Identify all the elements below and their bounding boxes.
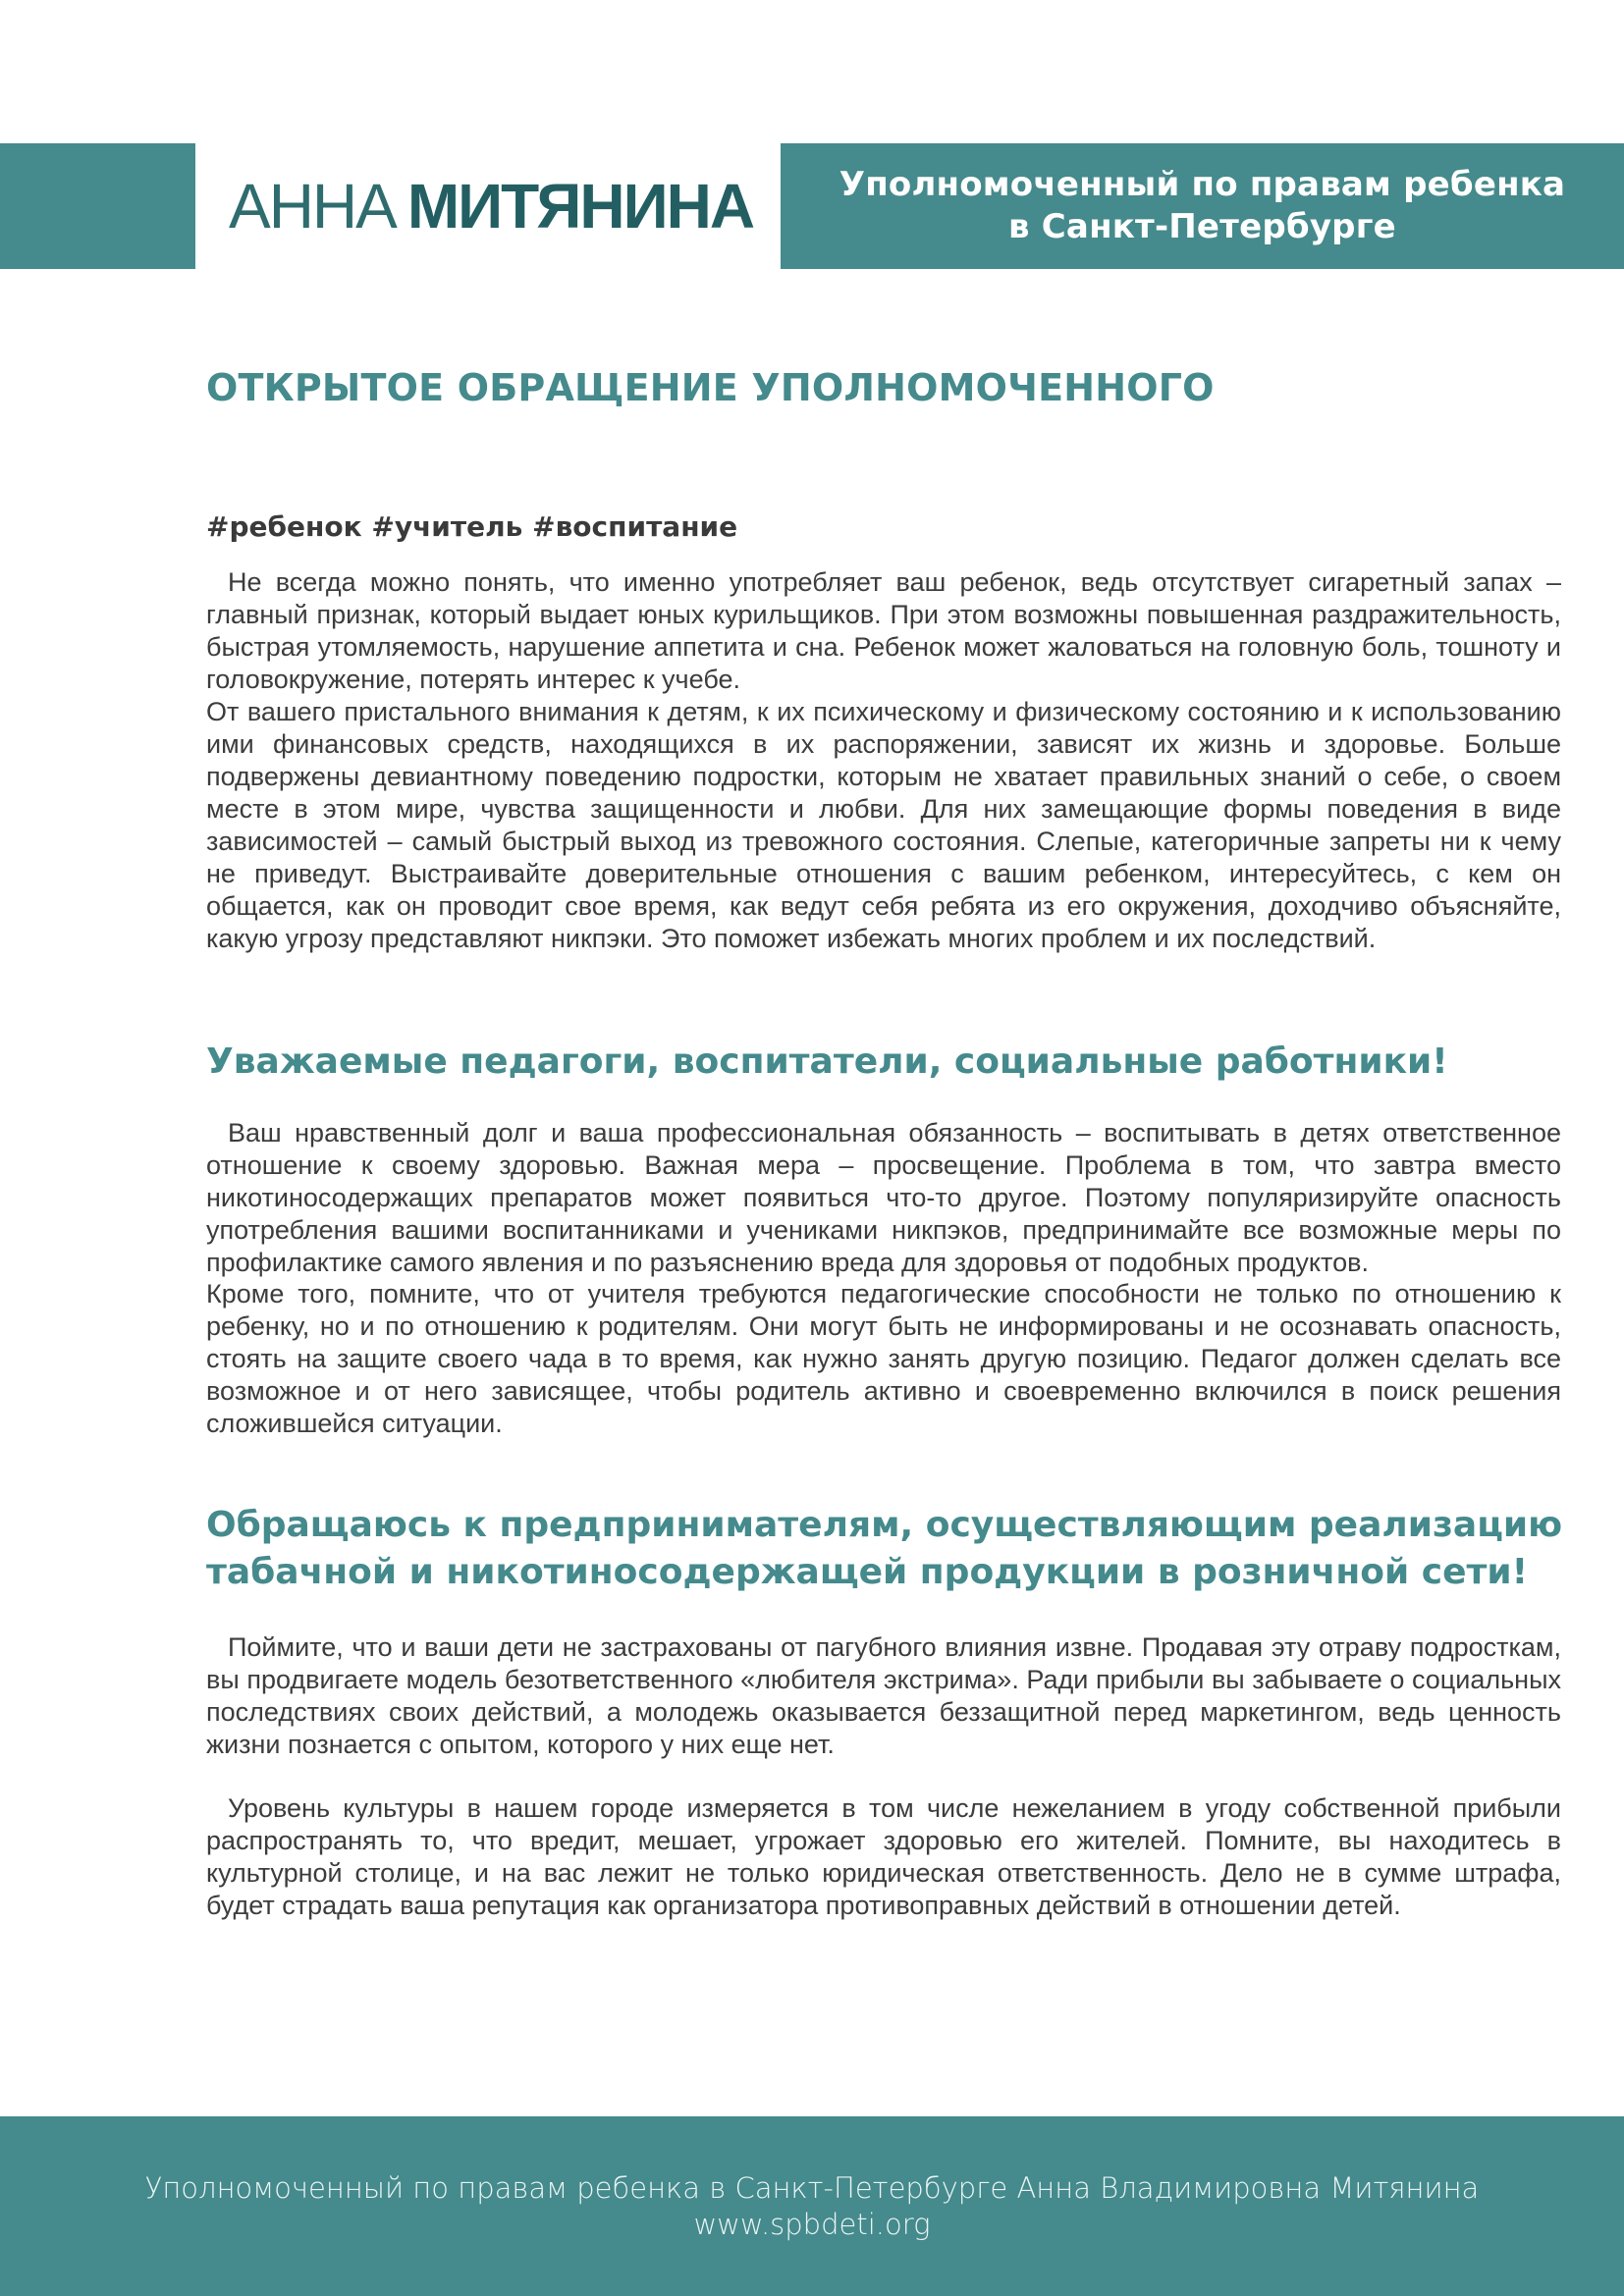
- section-heading-entrepreneurs: [206, 1502, 1581, 1596]
- footer-website-link[interactable]: www.spbdeti.org: [693, 2207, 931, 2241]
- educators-paragraph-1-text: Ваш нравственный долг и ваша профессиональная обязанность – воспитывать в детях ответственное отношение к своему здоровью. Важная мера – просвещение. Проблема в том, что завтра вместо никотиносодержащих препаратов может появиться что-то другое. Поэтому популяризируйте опасность употребления вашими воспитанниками и учениками никпэков, предпринимайте все возможные меры по профилактике самого явления и по разъяснению вреда для здоровья от подобных продуктов.: [206, 1118, 1561, 1277]
- intro-paragraph-2-text: От вашего пристального внимания к детям, к их психическому и физическому состоянию и к использованию ими финансовых средств, находящихся в их распоряжении, зависят их жизнь и здоровье. Больше подвержены девиантному поведению подростки, которым не хватает правильных знаний о себе, о своем месте в этом мире, чувства защищенности и любви. Для них замещающие формы поведения в виде зависимостей – самый быстрый выход из тревожного состояния. Слепые, категоричные запреты ни к чему не приведут. Выстраивайте доверительные отношения с вашим ребенком, интересуйтесь, с кем он общается, как он проводит свое время, как ведут себя ребята из его окружения, доходчиво объясняйте, какую угрозу представляют никпэки. Это поможет избежать многих проблем и их последствий.: [206, 697, 1561, 953]
- brand-logo: [229, 167, 753, 245]
- header-role-banner: [781, 143, 1624, 269]
- footer-ombudsman-line: Уполномоченный по правам ребенка в Санкт-Петербурге Анна Владимировна Митянина: [144, 2170, 1480, 2205]
- role-line-2: в Санкт-Петербурге: [1008, 207, 1396, 246]
- entrepreneurs-paragraph-2-text: Уровень культуры в нашем городе измеряется в том числе нежеланием в угоду собственной прибыли распространять то, что вредит, мешает, угрожает здоровью его жителей. Помните, вы находитесь в культурной столице, и на вас лежит не только юридическая ответственность. Дело не в сумме штрафа, будет страдать ваша репутация как организатора противоправных действий в отношении детей.: [206, 1793, 1561, 1920]
- brand-first-name: АННА: [229, 171, 396, 241]
- brand-last-name: МИТЯНИНА: [406, 171, 754, 241]
- section-heading-educators: Уважаемые педагоги, воспитатели, социальные работники!: [206, 1041, 1448, 1082]
- intro-paragraph-1: [206, 566, 1561, 696]
- entrepreneurs-paragraph-1: [206, 1631, 1561, 1761]
- educators-paragraph-2-text: Кроме того, помните, что от учителя требуются педагогические способности не только по отношению к ребенку, но и по отношению к родителям. Они могут быть не информированы и не осознавать опасность, стоять на защите своего чада в то время, как нужно занять другую позицию. Педагог должен сделать все возможное и от него зависящее, чтобы родитель активно и своевременно включился в поиск решения сложившейся ситуации.: [206, 1279, 1561, 1438]
- footer-banner: [0, 2116, 1624, 2296]
- header-left-band: [0, 143, 195, 269]
- intro-paragraph-2: [206, 696, 1561, 955]
- role-line-1: Уполномоченный по правам ребенка: [839, 165, 1566, 204]
- entrepreneurs-paragraph-2: [206, 1792, 1561, 1922]
- intro-paragraph-1-text: Не всегда можно понять, что именно употребляет ваш ребенок, ведь отсутствует сигаретный запах – главный признак, который выдает юных курильщиков. При этом возможны повышенная раздражительность, быстрая утомляемость, нарушение аппетита и сна. Ребенок может жаловаться на головную боль, тошноту и головокружение, потерять интерес к учебе.: [206, 567, 1561, 694]
- entrepreneurs-paragraph-1-text: Поймите, что и ваши дети не застрахованы от пагубного влияния извне. Продавая эту отраву подросткам, вы продвигаете модель безответственного «любителя экстрима». Ради прибыли вы забываете о социальных последствиях своих действий, а молодежь оказывается беззащитной перед маркетингом, ведь ценность жизни познается с опытом, которого у них еще нет.: [206, 1632, 1561, 1759]
- educators-paragraph-1: [206, 1117, 1561, 1279]
- hashtags: #ребенок #учитель #воспитание: [206, 510, 738, 543]
- section-heading-entrepreneurs-line-2: табачной и никотиносодержащей продукции в розничной сети!: [206, 1552, 1528, 1592]
- document-title: ОТКРЫТОЕ ОБРАЩЕНИЕ УПОЛНОМОЧЕННОГО: [206, 366, 1215, 409]
- section-heading-entrepreneurs-line-1: Обращаюсь к предпринимателям, осуществляющим реализацию: [206, 1505, 1563, 1545]
- educators-paragraph-2: [206, 1278, 1561, 1440]
